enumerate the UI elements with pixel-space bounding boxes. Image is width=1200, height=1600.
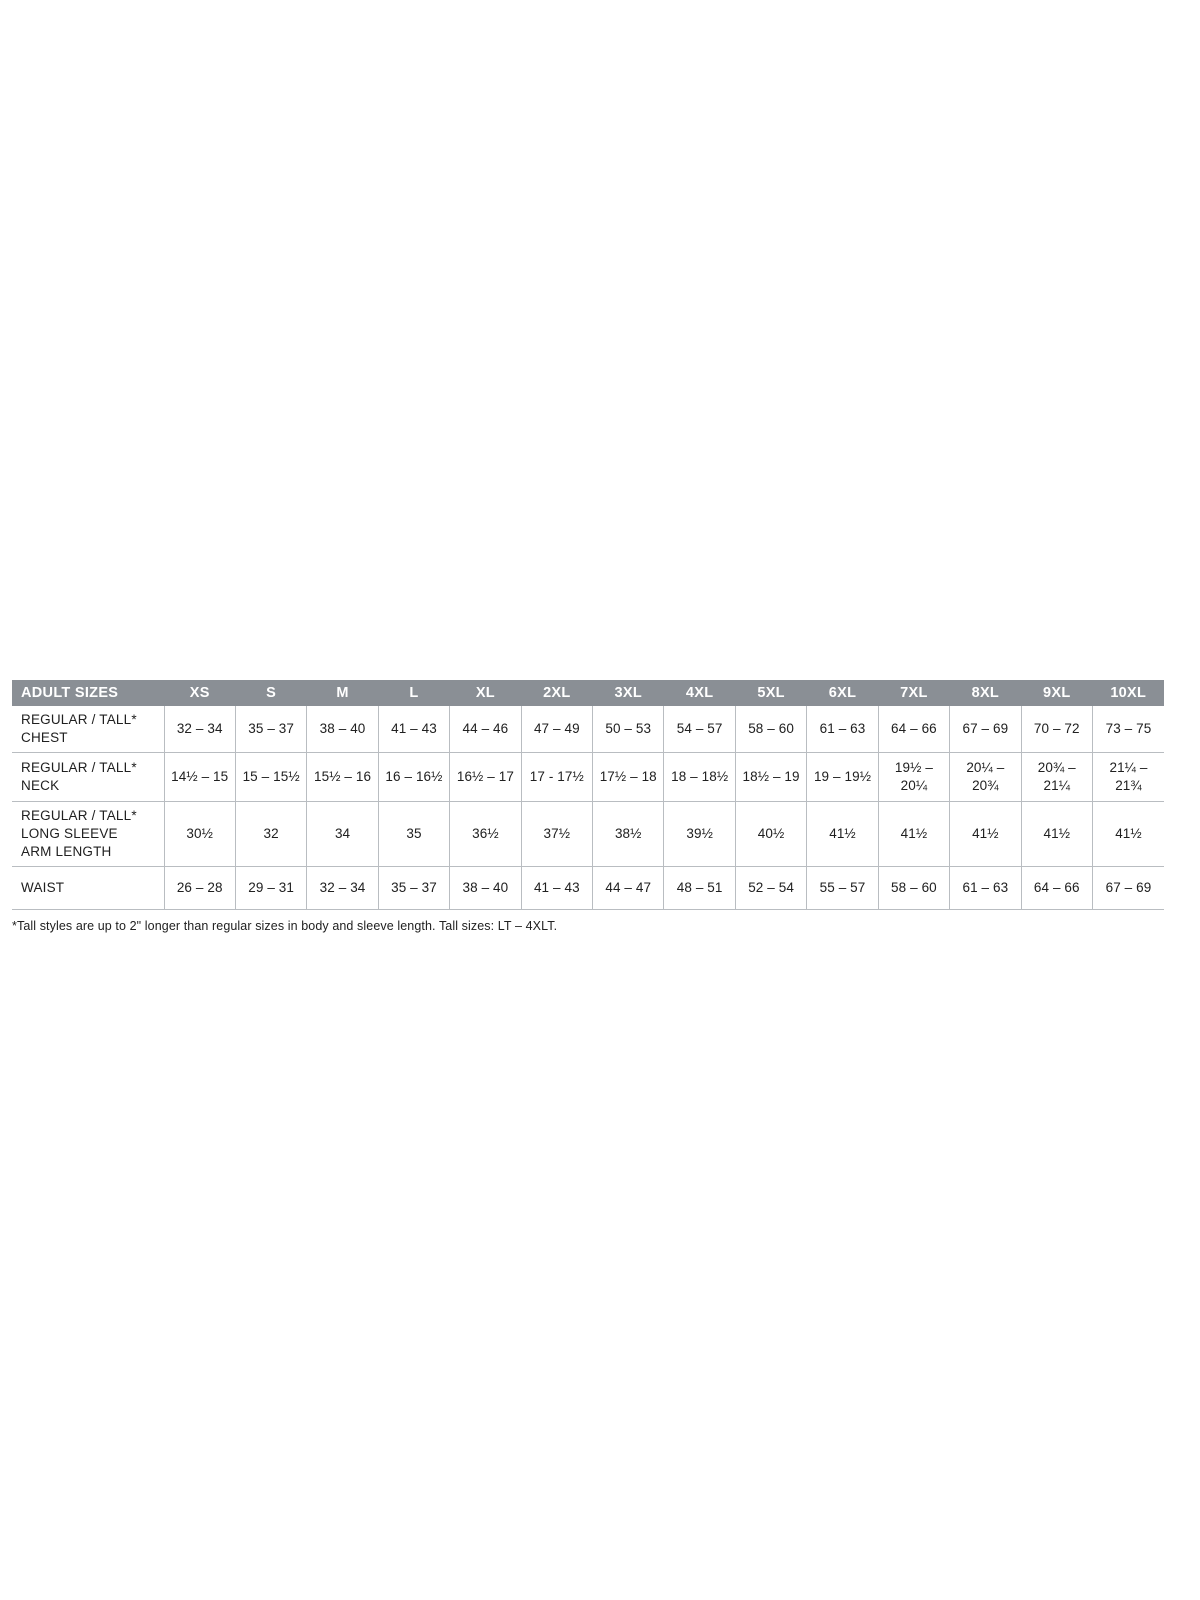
- cell-waist-3xl: 44 – 47: [593, 866, 664, 909]
- cell-waist-xl: 38 – 40: [450, 866, 521, 909]
- cell-text: 19½ – 20¼: [894, 760, 933, 793]
- row-label-long-sleeve-arm-length: [12, 801, 164, 866]
- cell-waist-5xl: 52 – 54: [735, 866, 806, 909]
- cell-sleeve-s: 32: [235, 801, 306, 866]
- cell-chest-6xl: 61 – 63: [807, 706, 878, 752]
- cell-neck-10xl: [1092, 752, 1164, 801]
- cell-chest-2xl: 47 – 49: [521, 706, 592, 752]
- cell-sleeve-l: 35: [378, 801, 449, 866]
- cell-chest-3xl: 50 – 53: [593, 706, 664, 752]
- cell-waist-6xl: 55 – 57: [807, 866, 878, 909]
- header-size-9xl: 9XL: [1021, 680, 1092, 706]
- cell-sleeve-4xl: 39½: [664, 801, 735, 866]
- cell-chest-xl: 44 – 46: [450, 706, 521, 752]
- cell-waist-9xl: 64 – 66: [1021, 866, 1092, 909]
- cell-waist-2xl: 41 – 43: [521, 866, 592, 909]
- cell-sleeve-7xl: 41½: [878, 801, 949, 866]
- cell-neck-s: 15 – 15½: [235, 752, 306, 801]
- cell-waist-s: 29 – 31: [235, 866, 306, 909]
- cell-chest-xs: 32 – 34: [164, 706, 235, 752]
- header-size-l: L: [378, 680, 449, 706]
- cell-chest-10xl: 73 – 75: [1092, 706, 1164, 752]
- cell-sleeve-2xl: 37½: [521, 801, 592, 866]
- cell-sleeve-9xl: 41½: [1021, 801, 1092, 866]
- row-label-line1: WAIST: [21, 879, 65, 895]
- cell-text: 21¼ – 21¾: [1109, 760, 1148, 793]
- cell-chest-l: 41 – 43: [378, 706, 449, 752]
- cell-sleeve-5xl: 40½: [735, 801, 806, 866]
- cell-chest-7xl: 64 – 66: [878, 706, 949, 752]
- size-chart-container: [12, 680, 1164, 933]
- cell-waist-4xl: 48 – 51: [664, 866, 735, 909]
- header-size-8xl: 8XL: [950, 680, 1021, 706]
- adult-sizes-table: [12, 680, 1164, 910]
- row-label-chest: [12, 706, 164, 752]
- header-size-4xl: 4XL: [664, 680, 735, 706]
- table-footnote: *Tall styles are up to 2" longer than regular sizes in body and sleeve length. Tall sizes: LT – 4XLT.: [12, 918, 558, 933]
- cell-sleeve-10xl: 41½: [1092, 801, 1164, 866]
- table-row: [12, 866, 1164, 909]
- row-label-line1: REGULAR / TALL*: [21, 807, 137, 823]
- cell-sleeve-3xl: 38½: [593, 801, 664, 866]
- cell-waist-m: 32 – 34: [307, 866, 378, 909]
- header-size-7xl: 7XL: [878, 680, 949, 706]
- row-label-line2: LONG SLEEVE: [21, 825, 118, 841]
- header-size-3xl: 3XL: [593, 680, 664, 706]
- header-size-5xl: 5XL: [735, 680, 806, 706]
- header-size-m: M: [307, 680, 378, 706]
- cell-neck-2xl: 17 - 17½: [521, 752, 592, 801]
- cell-waist-7xl: 58 – 60: [878, 866, 949, 909]
- header-row: [12, 680, 1164, 706]
- cell-sleeve-8xl: 41½: [950, 801, 1021, 866]
- cell-neck-3xl: 17½ – 18: [593, 752, 664, 801]
- header-size-10xl: 10XL: [1092, 680, 1164, 706]
- header-size-2xl: 2XL: [521, 680, 592, 706]
- cell-neck-6xl: 19 – 19½: [807, 752, 878, 801]
- cell-sleeve-xl: 36½: [450, 801, 521, 866]
- table-header: [12, 680, 1164, 706]
- cell-waist-xs: 26 – 28: [164, 866, 235, 909]
- header-size-s: S: [235, 680, 306, 706]
- cell-neck-4xl: 18 – 18½: [664, 752, 735, 801]
- cell-waist-8xl: 61 – 63: [950, 866, 1021, 909]
- cell-text: 20¼ – 20¾: [966, 760, 1005, 793]
- cell-neck-8xl: [950, 752, 1021, 801]
- cell-chest-s: 35 – 37: [235, 706, 306, 752]
- cell-text: 20¾ – 21¼: [1037, 760, 1076, 793]
- table-body: [12, 706, 1164, 909]
- cell-neck-l: 16 – 16½: [378, 752, 449, 801]
- table-row: [12, 706, 1164, 752]
- row-label-waist: [12, 866, 164, 909]
- table-row: [12, 801, 1164, 866]
- row-label-line2: CHEST: [21, 729, 68, 745]
- cell-neck-9xl: [1021, 752, 1092, 801]
- header-size-xl: XL: [450, 680, 521, 706]
- cell-chest-9xl: 70 – 72: [1021, 706, 1092, 752]
- cell-neck-m: 15½ – 16: [307, 752, 378, 801]
- table-row: [12, 752, 1164, 801]
- cell-waist-l: 35 – 37: [378, 866, 449, 909]
- cell-chest-8xl: 67 – 69: [950, 706, 1021, 752]
- cell-neck-xs: 14½ – 15: [164, 752, 235, 801]
- cell-chest-4xl: 54 – 57: [664, 706, 735, 752]
- cell-neck-xl: 16½ – 17: [450, 752, 521, 801]
- header-size-xs: XS: [164, 680, 235, 706]
- row-label-line2: NECK: [21, 777, 60, 793]
- row-label-line3: ARM LENGTH: [21, 843, 112, 859]
- cell-waist-10xl: 67 – 69: [1092, 866, 1164, 909]
- header-size-6xl: 6XL: [807, 680, 878, 706]
- cell-chest-m: 38 – 40: [307, 706, 378, 752]
- cell-sleeve-m: 34: [307, 801, 378, 866]
- row-label-line1: REGULAR / TALL*: [21, 759, 137, 775]
- row-label-neck: [12, 752, 164, 801]
- cell-sleeve-xs: 30½: [164, 801, 235, 866]
- cell-sleeve-6xl: 41½: [807, 801, 878, 866]
- cell-neck-5xl: 18½ – 19: [735, 752, 806, 801]
- row-label-line1: REGULAR / TALL*: [21, 712, 137, 727]
- cell-chest-5xl: 58 – 60: [735, 706, 806, 752]
- cell-neck-7xl: [878, 752, 949, 801]
- header-adult-sizes: ADULT SIZES: [12, 680, 164, 706]
